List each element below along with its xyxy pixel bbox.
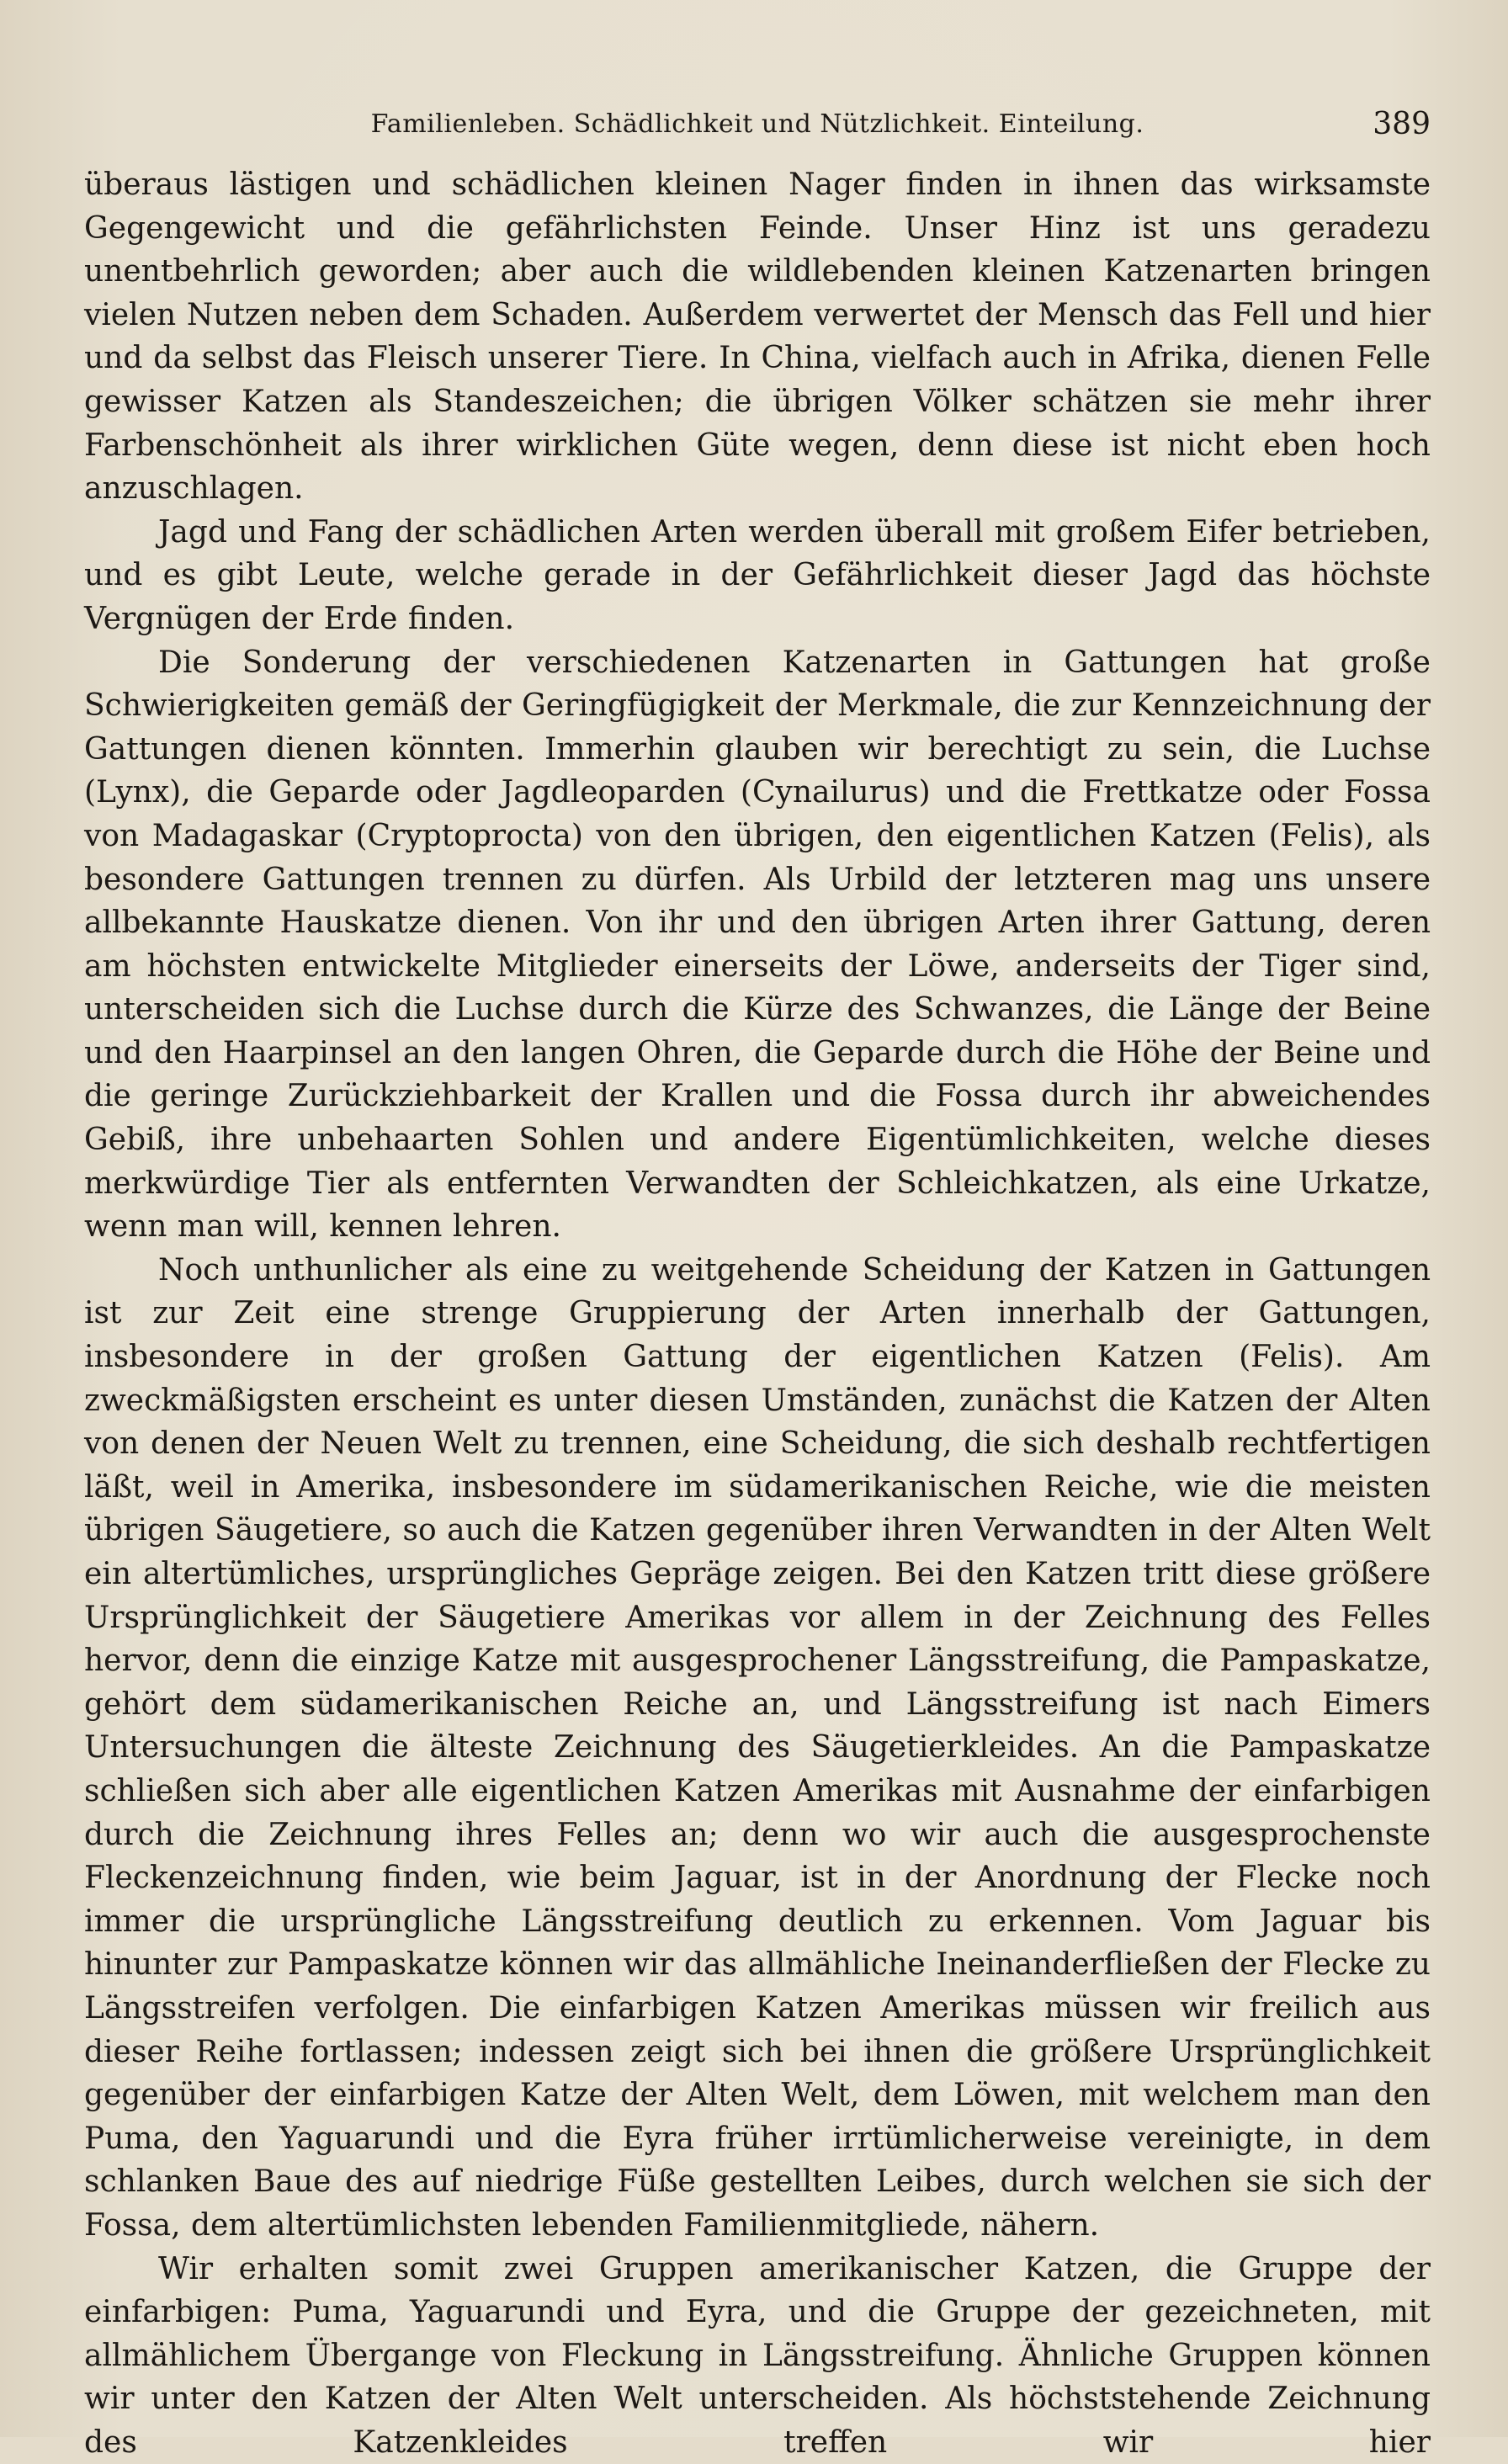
paragraph: überaus lästigen und schädlichen kleinen Nager finden in ihnen das wirksamste Gegengewicht und die gefährlichsten Feinde. Unser Hinz ist uns geradezu unentbehrlich geworden; aber auch die wildlebenden kleinen Katzenarten bringen vielen Nutzen neben dem Schaden. Außerdem verwertet der Mensch das Fell und hier und da selbst das Fleisch unserer Tiere. In China, vielfach auch in Afrika, dienen Felle gewisser Katzen als Standeszeichen; die übrigen Völker schätzen sie mehr ihrer Farbenschönheit als ihrer wirklichen Güte wegen, denn diese ist nicht eben hoch anzuschlagen. [84,163,1431,511]
running-head-title: Familienleben. Schädlichkeit und Nützlichkeit. Einteilung. [84,99,1431,150]
paragraph: Die Sonderung der verschiedenen Katzenarten in Gattungen hat große Schwierigkeiten gemäß der Geringfügigkeit der Merkmale, die zur Kennzeichnung der Gattungen dienen könnten. Immerhin glauben wir berechtigt zu sein, die Luchse (Lynx), die Geparde oder Jagdleoparden (Cynailurus) und die Frettkatze oder Fossa von Madagaskar (Cryptoprocta) von den übrigen, den eigentlichen Katzen (Felis), als besondere Gattungen trennen zu dürfen. Als Urbild der letzteren mag uns unsere allbekannte Hauskatze dienen. Von ihr und den übrigen Arten ihrer Gattung, deren am höchsten entwickelte Mitglieder einerseits der Löwe, anderseits der Tiger sind, unterscheiden sich die Luchse durch die Kürze des Schwanzes, die Länge der Beine und den Haarpinsel an den langen Ohren, die Geparde durch die Höhe der Beine und die geringe Zurückziehbarkeit der Krallen und die Fossa durch ihr abweichendes Gebiß, ihre unbehaarten Sohlen und andere Eigentümlichkeiten, welche dieses merkwürdige Tier als entfernten Verwandten der Schleichkatzen, als eine Urkatze, wenn man will, kennen lehren. [84,641,1431,1249]
page-number: 389 [1373,99,1431,150]
paragraph: Noch unthunlicher als eine zu weitgehende Scheidung der Katzen in Gattungen ist zur Zeit eine strenge Gruppierung der Arten innerhalb der Gattungen, insbesondere in der großen Gattung der eigentlichen Katzen (Felis). Am zweckmäßigsten erscheint es unter diesen Umständen, zunächst die Katzen der Alten von denen der Neuen Welt zu trennen, eine Scheidung, die sich deshalb rechtfertigen läßt, weil in Amerika, insbesondere im südamerikanischen Reiche, wie die meisten übrigen Säugetiere, so auch die Katzen gegenüber ihren Verwandten in der Alten Welt ein altertümliches, ursprüngliches Gepräge zeigen. Bei den Katzen tritt diese größere Ursprünglichkeit der Säugetiere Amerikas vor allem in der Zeichnung des Felles hervor, denn die einzige Katze mit ausgesprochener Längsstreifung, die Pampaskatze, gehört dem südamerikanischen Reiche an, und Längsstreifung ist nach Eimers Untersuchungen die älteste Zeichnung des Säugetierkleides. An die Pampaskatze schließen sich aber alle eigentlichen Katzen Amerikas mit Ausnahme der einfarbigen durch die Zeichnung ihres Felles an; denn wo wir auch die ausgesprochenste Fleckenzeichnung finden, wie beim Jaguar, ist in der Anordnung der Flecke noch immer die ursprüngliche Längsstreifung deutlich zu erkennen. Vom Jaguar bis hinunter zur Pampaskatze können wir das allmähliche Ineinanderfließen der Flecke zu Längsstreifen verfolgen. Die einfarbigen Katzen Amerikas müssen wir freilich aus dieser Reihe fortlassen; indessen zeigt sich bei ihnen die größere Ursprünglichkeit gegenüber der einfarbigen Katze der Alten Welt, dem Löwen, mit welchem man den Puma, den Yaguarundi und die Eyra früher irrtümlicherweise vereinigte, in dem schlanken Baue des auf niedrige Füße gestellten Leibes, durch welchen sie sich der Fossa, dem altertümlichsten lebenden Familienmitgliede, nähern. [84,1249,1431,2248]
paragraph: Jagd und Fang der schädlichen Arten werden überall mit großem Eifer betrieben, und es gibt Leute, welche gerade in der Gefährlichkeit dieser Jagd das höchste Vergnügen der Erde finden. [84,511,1431,641]
running-head [84,99,1431,150]
paragraph: Wir erhalten somit zwei Gruppen amerikanischer Katzen, die Gruppe der einfarbigen: Puma, Yaguarundi und Eyra, und die Gruppe der gezeichneten, mit allmählichem Übergange von Fleckung in Längsstreifung. Ähnliche Gruppen können wir unter den Katzen der Alten Welt unterscheiden. Als höchststehende Zeichnung des Katzenkleides treffen wir hier [84,2248,1431,2464]
body-text [84,163,1431,2464]
